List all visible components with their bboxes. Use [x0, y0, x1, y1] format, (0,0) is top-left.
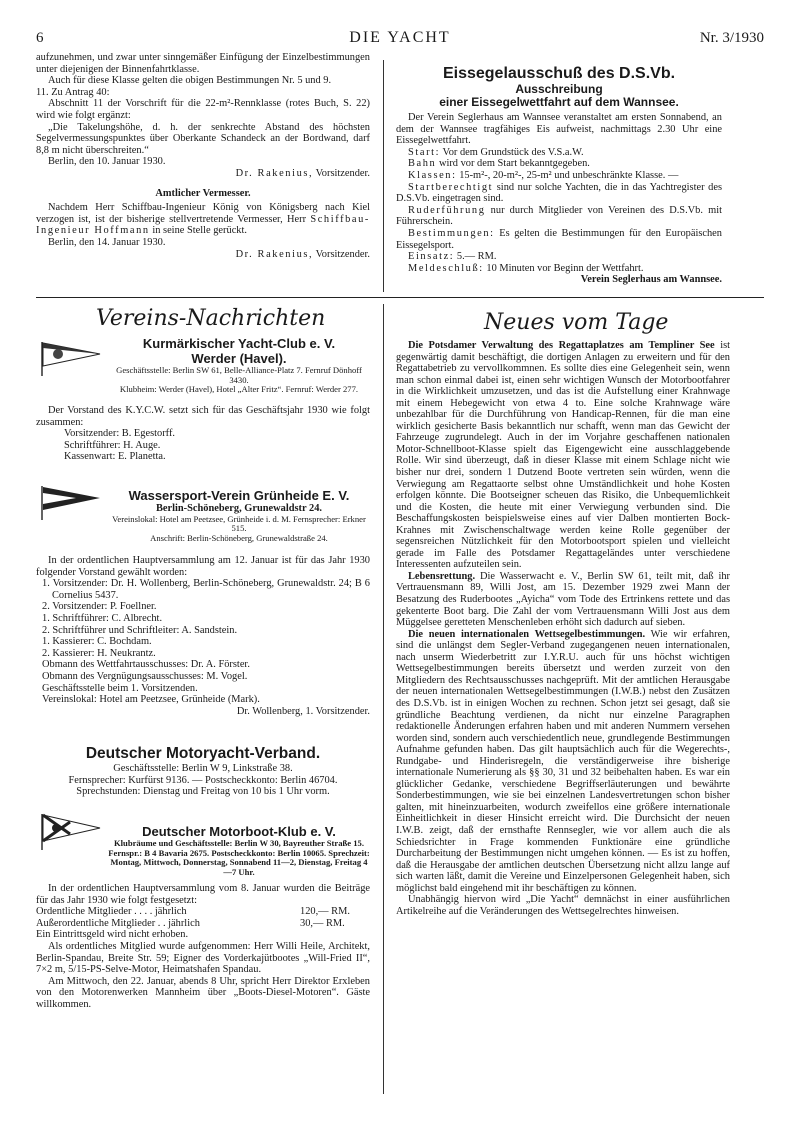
body-text: Am Mittwoch, den 22. Januar, abends 8 Uhr, spricht Herr Direktor Erxleben von den Motorenwerken Mannheim über „Boots-Diesel-Motoren“. Gäste willkommen.: [36, 975, 370, 1010]
body-text: Der Verein Seglerhaus am Wannsee veranstaltet am ersten Sonnabend, an dem der Wannsee tragfähiges Eis aufweist, nachmittags 2.30 Uhr eine Eissegelwettfahrt.: [396, 112, 722, 147]
board-member: 2. Kassierer: H. Neukrantz.: [42, 647, 156, 659]
club-place: Werder (Havel).: [191, 351, 287, 366]
board-member: 1. Vorsitzender: Dr. H. Wollenberg, Berlin-Schöneberg, Grunewaldstr. 24; B 6 Cornelius 5437.: [42, 578, 370, 601]
news-section: [396, 340, 730, 917]
body-text: Der Vorstand des K.Y.C.W. setzt sich für das Geschäftsjahr 1930 wie folgt zusammen:: [36, 405, 370, 428]
board-member: 2. Schriftführer und Schriftleiter: A. Sandstein.: [42, 624, 238, 636]
fee-row: Ordentliche Mitglieder . . . . jährlich 120,— RM.: [36, 906, 350, 918]
signature: Verein Seglerhaus am Wannsee.: [580, 274, 722, 286]
club-wsvg-header: [108, 488, 370, 543]
body-text: Nachdem Herr Schiffbau-Ingenieur König von Königsberg nach Kiel verzogen ist, ist der bisherige stellvertretende Vermesser, Herr Schiffbau-Ingenieur Hoffmann in seine Stelle gerückt.: [36, 202, 370, 237]
fee-row: Außerordentliche Mitglieder . . jährlich 30,— RM.: [36, 917, 345, 929]
rule-classes: Klassen: 15-m²-, 20-m²-, 25-m² und unbeschränkte Klasse. —: [408, 169, 679, 181]
rule-start: Start: Vor dem Grundstück des V.S.a.W.: [408, 146, 584, 158]
page-number: 6: [36, 30, 44, 46]
body-text: Abschnitt 11 der Vorschrift für die 22-m²-Rennklasse (rotes Buch, S. 22) wird wie folgt ergänzt:: [36, 98, 370, 121]
rule-eligibility: Startberechtigt sind nur solche Yachten, die in das Yachtregister des D.S.Vb. eingetragen sind.: [396, 181, 722, 205]
board-member: 1. Schriftführer: C. Albrecht.: [42, 612, 163, 624]
section-subheading: Amtlicher Vermesser.: [155, 187, 251, 199]
club-pennant-icon: [40, 484, 102, 522]
signature: Dr. Wollenberg, 1. Vorsitzender.: [236, 705, 370, 717]
club-kycw-header: [108, 336, 370, 395]
board-member: 1. Kassierer: C. Bochdam.: [42, 636, 152, 648]
club-wsvg-body: [36, 555, 370, 717]
board-member: Geschäftsstelle beim 1. Vorsitzenden.: [42, 682, 198, 694]
club-pennant-icon: [40, 812, 102, 852]
club-dmk-body: [36, 883, 370, 1011]
magazine-title: DIE YACHT: [349, 29, 451, 46]
page-header: [36, 28, 764, 50]
rule-deadline: Meldeschluß: 10 Minuten vor Beginn der Wettfahrt.: [408, 262, 644, 274]
rule-fee: Einsatz: 5.— RM.: [408, 251, 497, 263]
club-info: Geschäftsstelle: Berlin W 9, Linkstraße 38.: [113, 763, 293, 774]
quote-text: „Die Takelungshöhe, d. h. der senkrechte Abstand des höchsten Segelvermessungspunktes über Oberkante Schandeck an der Bordwand, darf 8,8 m nicht überschreiten.“: [36, 121, 370, 156]
board-member: Kassenwart: E. Planetta.: [64, 451, 166, 463]
board-member: 2. Vorsitzender: P. Foellner.: [42, 601, 157, 613]
column-divider: [383, 304, 384, 1094]
issue-number: Nr. 3/1930: [699, 30, 764, 46]
club-name: Wassersport-Verein Grünheide E. V.: [128, 488, 350, 503]
section-divider: [36, 297, 764, 298]
board-member: Vorsitzender: B. Egestorff.: [64, 428, 176, 440]
club-dmk-header: [108, 824, 370, 877]
club-info: Fernsprecher: Kurfürst 9136. — Postscheckkonto: Berlin 46704.: [68, 774, 338, 786]
board-member: Vereinslokal: Hotel am Peetzsee, Grünheide (Mark).: [42, 694, 260, 706]
club-info: Anschrift: Berlin-Schöneberg, Grunewaldstraße 24.: [150, 532, 328, 543]
club-info: Klubheim: Werder (Havel), Hotel „Alter Fritz“. Fernruf: Werder 277.: [119, 384, 359, 395]
section-subheading: Ausschreibung: [515, 82, 603, 96]
news-item: Lebensrettung. Die Wasserwacht e. V., Berlin SW 61, teilt mit, daß ihr Vertrauensmann 89, Willi Jost, am 15. Dezember 1929 zwei Mann der Besatzung des Ruderbootes „Ayicha“ vom Tode des Ertrinkens rettete und das gekenterte Boot barg. Die Zahl der vom Vertrauensmann Willi Jost aus dem Müggelsee geretteten Menschenleben erhöht sich dadurch auf sieben.: [396, 570, 730, 629]
signature: Dr. Rakenius, Vorsitzender.: [235, 248, 370, 260]
rule-course: Bahn wird vor dem Start bekanntgegeben.: [408, 158, 590, 170]
news-item: Die neuen internationalen Wettsegelbestimmungen. Wie wir erfahren, sind die unlängst dem Segler-Verband zugegangenen neuen internationalen, nach unserm Wiederbetritt zur I.Y.R.U. auch für uns höchst wichtigen Wettsegelbestimmungen bereits übersetzt und werden zurzeit von den Mitgliedern des Rechtsausschusses nachgeprüft. Mit der amtlichen Herausgabe der neuen internationalen Wettsegelbestimmungen (I.W.B.) nebst den Zusätzen des D.S.Vb. ist in einigen Wochen zu rechnen. Schon jetzt sei gesagt, daß sie gründliche Beachtung verdienen, da nicht nur einzelne Paragraphen redaktionelle Änderungen erfahren haben und mit anderen Nummern versehen worden sind, sondern auch verschiedentlich neue, grundlegende Bestimmungen Aufnahme gefunden haben. Das gilt hauptsächlich auch für die Wegerechts-, Rundgabe- und Hinderisregeln, die verständigerweise ihre bisherige internationale Numerierung als §§ 30, 31 und 32 beibehalten haben. Es war ein glücklicher Gedanke, verschiedene Begriffserläuterungen und bewährte Sonderbestimmungen, wie sie bei einzelnen Landesvertretungen schon bisher galten, mit hineinzuarbeiten, wodurch zweifellos eine größere internationale Einheitlichkeit in dieser Hinsicht erreicht wird. Die Durchsicht der neuen I.W.B. zeigt, daß der ernsthafte Rennsegler, wie vor allem auch die als Schiedsrichter in Frage kommenden Funktionäre eine gründliche Durcharbeitung der Bestimmungen nicht umgehen können. — Es ist zu hoffen, daß die Herausgabe der amtlichen deutschen Übersetzung nicht allzu lange auf sich warten läßt, damit die Vereine und Einzelpersonen Gelegenheit haben, sich möglichst bald eingehend mit ihr beschäftigen zu können.: [396, 628, 730, 894]
body-text: aufzunehmen, und zwar unter sinngemäßer Einfügung der Einzelbestimmungen unter diejenigen der Binnenfahrtklasse.: [36, 52, 370, 75]
club-name: Deutscher Motorboot-Klub e. V.: [142, 824, 336, 839]
item-number: 11. Zu Antrag 40:: [36, 86, 110, 98]
section-heading-vereins: Vereins-Nachrichten: [96, 306, 326, 331]
club-info: Vereinslokal: Hotel am Peetzsee, Grünheide i. d. M. Fernsprecher: Erkner 515.: [112, 513, 366, 534]
date-line: Berlin, den 10. Januar 1930.: [48, 156, 166, 168]
left-top-section: [36, 52, 370, 260]
section-subheading: einer Eissegelwettfahrt auf dem Wannsee.: [439, 95, 679, 109]
news-item: Die Potsdamer Verwaltung des Regattaplatzes am Templiner See ist gegenwärtig damit beschäftigt, die dortigen Anlagen zu erweitern und für den Regattabetrieb zu vervollkommnen. Es sollte dies eine Gelegenheit sein, wenn man schon einmal dabei ist, einen sehr wichtigen Wunsch der Motorbootfahrer in die Wirklichkeit umzusetzen, und das ist die Aufstellung einer Krahnwage mit einem Hebegewicht von etwa 4 to. Eine solche Krahnwage wäre unbezahlbar für die Durchführung von Handicap-Rennen, für die man eine wirklich gesicherte Basis bekanntlich nur schafft, wenn man das Gewicht der Fahrzeuge zugrundelegt. Auch in der im Vorjahre geschaffenen nationalen Motor-Schnellboot-Klasse spielt das Eigengewicht eine ausschlaggebende Rolle. Wir sind überzeugt, daß in dieser Klasse mit einem Schlage nicht wie bisher nur drei, sondern 1 Dutzend Boote vertreten sein würden, wenn die Verwiegung am Regattaorte selbst ohne Umständlichkeit und hohe Kosten erfolgen könnte. Die Bootseigner scheuen das Risiko, die Unbequemlichkeit und die Kosten, die heute mit einer Verwiegung verbunden sind. Die Beschaffungskosten beispielsweise eines auf vier Dalben montierten Bock-Krahnes mit Zwischenschaltwage werden keine Rolle gegenüber der segensreichen Nützlichkeit für den Motorbootsport spielen und vielleicht gerade im Falle des Potsdamer Regattageländes unter verschiedene Interessenten aufzuteilen sein.: [396, 340, 731, 571]
body-text: In der ordentlichen Hauptversammlung am 12. Januar ist für das Jahr 1930 folgender Vorstand gewählt worden:: [36, 555, 370, 578]
board-member: Obmann des Wettfahrtausschusses: Dr. A. Förster.: [42, 659, 250, 671]
section-heading-neues: Neues vom Tage: [484, 310, 669, 335]
board-member: Obmann des Vergnügungsausschusses: M. Vogel.: [42, 670, 248, 682]
rule-regulations: Bestimmungen: Es gelten die Bestimmungen für den Europäischen Eissegelsport.: [396, 227, 722, 251]
news-item: Unabhängig hiervon wird „Die Yacht“ demnächst in einer ausführlichen Artikelreihe auf die Veränderungen des Wettsegelrechtes hinweisen.: [396, 894, 730, 917]
body-text: Als ordentliches Mitglied wurde aufgenommen: Herr Willi Heile, Architekt, Berlin-Spandau, Breite Str. 59; Eigner des Vorderkajütbootes „Will-Fried II“, 7×2 m, 5/15-PS-Selve-Motor, Heimatshafen Spandau.: [36, 940, 370, 976]
signature: Dr. Rakenius, Vorsitzender.: [235, 167, 370, 179]
body-text: Ein Eintrittsgeld wird nicht erhoben.: [36, 929, 189, 941]
body-text: In der ordentlichen Hauptversammlung vom 8. Januar wurden die Beiträge für das Jahr 1930 wie folgt festgesetzt:: [36, 883, 370, 906]
column-divider: [383, 60, 384, 292]
club-info: Klubräume und Geschäftsstelle: Berlin W 30, Bayreuther Straße 15. Fernspr.: B 4 Bavaria 2675. Postscheckkonto: Berlin 10065. Sprechzeit: Montag, Mittwoch, Donnerstag, Sonnabend 11—2, Dienstag, Freitag 4—7 Uhr.: [108, 838, 370, 877]
club-name: Deutscher Motoryacht-Verband.: [85, 745, 321, 762]
club-info: Geschäftsstelle: Berlin SW 61, Belle-Alliance-Platz 7. Fernruf Dönhoff 3430.: [116, 365, 362, 385]
body-text: Auch für diese Klasse gelten die obigen Bestimmungen Nr. 5 und 9.: [48, 75, 332, 87]
club-place: Berlin-Schöneberg, Grunewaldstr 24.: [155, 503, 323, 514]
section-heading: Eissegelausschuß des D.S.Vb.: [442, 65, 676, 82]
club-info: Sprechstunden: Dienstag und Freitag von 10 bis 1 Uhr vorm.: [76, 786, 330, 798]
rule-helm: Ruderführung nur durch Mitglieder von Vereinen des D.S.Vb. mit Führerschein.: [396, 204, 722, 228]
club-pennant-icon: [40, 340, 102, 378]
date-line: Berlin, den 14. Januar 1930.: [48, 236, 166, 248]
right-top-section: [396, 64, 722, 286]
club-name: Kurmärkischer Yacht-Club e. V.: [142, 336, 336, 351]
club-kycw-body: [36, 405, 370, 463]
board-member: Schriftführer: H. Auge.: [64, 439, 161, 451]
club-dmyv: [36, 744, 370, 798]
